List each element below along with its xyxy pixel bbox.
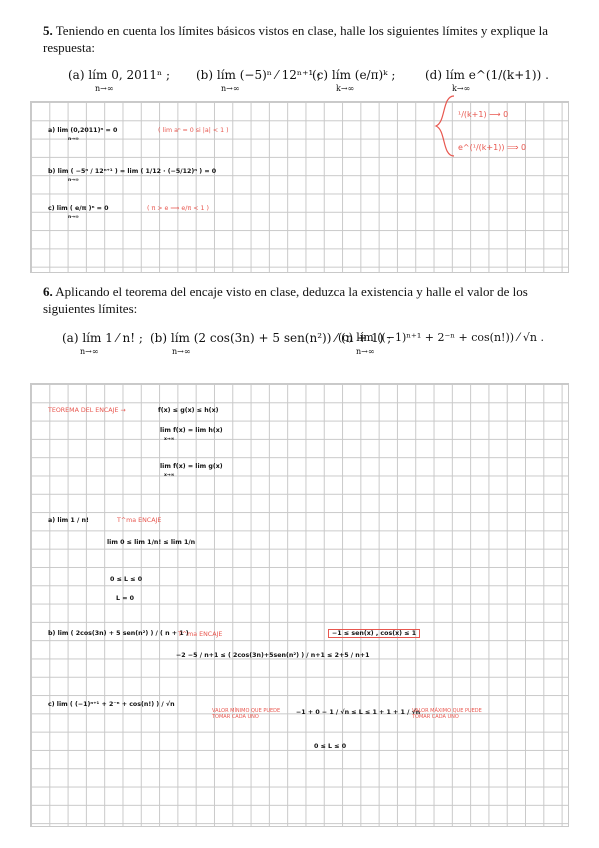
problem-6: [43, 283, 563, 317]
p5-note-c: c) lim ( e/π )ⁿ = 0: [48, 205, 109, 212]
theorem-limit-2-sub: x→∞: [164, 473, 175, 478]
p5-note-c-sub: n→∞: [68, 215, 79, 220]
p5-item-d: (d) lím e^(1/(k+1)) .: [425, 68, 549, 82]
theorem-inequality: f(x) ≤ g(x) ≤ h(x): [158, 407, 219, 414]
p6-item-b-sub: n→∞: [172, 347, 191, 356]
p6-note-c-result: 0 ≤ L ≤ 0: [314, 743, 347, 750]
p6-item-c: (c) lím ((−1)ⁿ⁺¹ + 2⁻ⁿ + cos(n!)) ⁄ √n .: [338, 331, 544, 344]
p6-note-a-aside: T^ma ENCAJE: [117, 517, 162, 524]
p5-item-c: (c) lím (e/π)ᵏ ;: [312, 68, 396, 82]
p6-note-c-aside-left: VALOR MÍNIMO QUE PUEDE TOMAR CADA UNO: [212, 708, 281, 720]
theorem-label: TEOREMA DEL ENCAJE →: [48, 407, 126, 414]
p5-note-a: a) lim (0,2011)ⁿ = 0: [48, 127, 118, 134]
p5-item-b: (b) lím (−5)ⁿ ⁄ 12ⁿ⁺¹ ;: [196, 68, 322, 82]
p5-note-a-sub: n→∞: [68, 137, 79, 142]
p5-item-c-sub: k→∞: [336, 84, 355, 93]
p5-note-d-line2: e^(¹/(k+1)) ⟹ 0: [458, 143, 527, 152]
grid-paper-2: [30, 383, 569, 827]
p5-note-c-aside: ( π > e ⟹ e/π < 1 ): [147, 205, 209, 212]
p6-note-a: a) lim 1 / n!: [48, 517, 89, 524]
p6-item-b: (b) lím (2 cos(3n) + 5 sen(n²)) ⁄ (n + 1) ;: [150, 331, 392, 345]
theorem-limit-2: lim f(x) = lim g(x): [160, 463, 223, 470]
p6-note-a-l: 0 ≤ L ≤ 0: [110, 576, 143, 583]
p5-note-a-aside: ( lim aⁿ = 0 si |a| < 1 ): [158, 127, 229, 134]
problem-5-number: 5.: [43, 23, 53, 38]
p5-note-b: b) lim ( −5ⁿ / 12ⁿ⁺¹ ) = lim ( 1/12 · (−5/12)ⁿ ) = 0: [48, 168, 217, 175]
p5-item-b-sub: n→∞: [221, 84, 240, 93]
p6-note-c: c) lim ( (−1)ⁿ⁺¹ + 2⁻ⁿ + cos(n!) ) / √n: [48, 701, 175, 708]
p6-item-a-sub: n→∞: [80, 347, 99, 356]
problem-6-number: 6.: [43, 284, 53, 299]
p6-note-b-box: [328, 629, 420, 638]
p6-note-c-aside-right: VALOR MÁXIMO QUE PUEDE TOMAR CADA UNO: [412, 708, 482, 720]
p5-note-b-sub: n→∞: [68, 178, 79, 183]
p6-note-b: b) lim ( 2cos(3n) + 5 sen(n²) ) / ( n + 1 ): [48, 630, 189, 637]
p5-item-a-sub: n→∞: [95, 84, 114, 93]
p6-note-b-box-text: −1 ≤ sen(x) , cos(x) ≤ 1: [332, 630, 417, 637]
p6-note-b-aside: T^ma ENCAJE: [178, 631, 223, 638]
p6-item-c-sub: n→∞: [356, 347, 375, 356]
p5-item-a: (a) lím 0, 2011ⁿ ;: [68, 68, 171, 82]
p5-note-d-line1: ¹/(k+1) ⟶ 0: [458, 110, 509, 119]
p6-note-a-result: L = 0: [116, 595, 135, 602]
p6-item-a: (a) lím 1 ⁄ n! ;: [62, 331, 143, 345]
p6-note-a-ineq: lim 0 ≤ lim 1/n! ≤ lim 1/n: [107, 539, 196, 546]
problem-5-text: Teniendo en cuenta los límites básicos vistos en clase, halle los siguientes límites y explique la respuesta:: [43, 23, 549, 55]
theorem-limit-1-sub: x→∞: [164, 437, 175, 442]
theorem-limit-1: lim f(x) = lim h(x): [160, 427, 223, 434]
problem-5: [43, 22, 563, 56]
problem-6-text: Aplicando el teorema del encaje visto en clase, deduzca la existencia y halle el valor de los siguientes límites:: [43, 284, 528, 316]
p6-note-c-ineq: −1 + 0 − 1 / √n ≤ L ≤ 1 + 1 + 1 / √n: [296, 709, 421, 716]
p6-note-b-ineq: −2 −5 / n+1 ≤ ( 2cos(3n)+5sen(n²) ) / n+1 ≤ 2+5 / n+1: [176, 652, 370, 659]
p5-item-d-sub: k→∞: [452, 84, 471, 93]
